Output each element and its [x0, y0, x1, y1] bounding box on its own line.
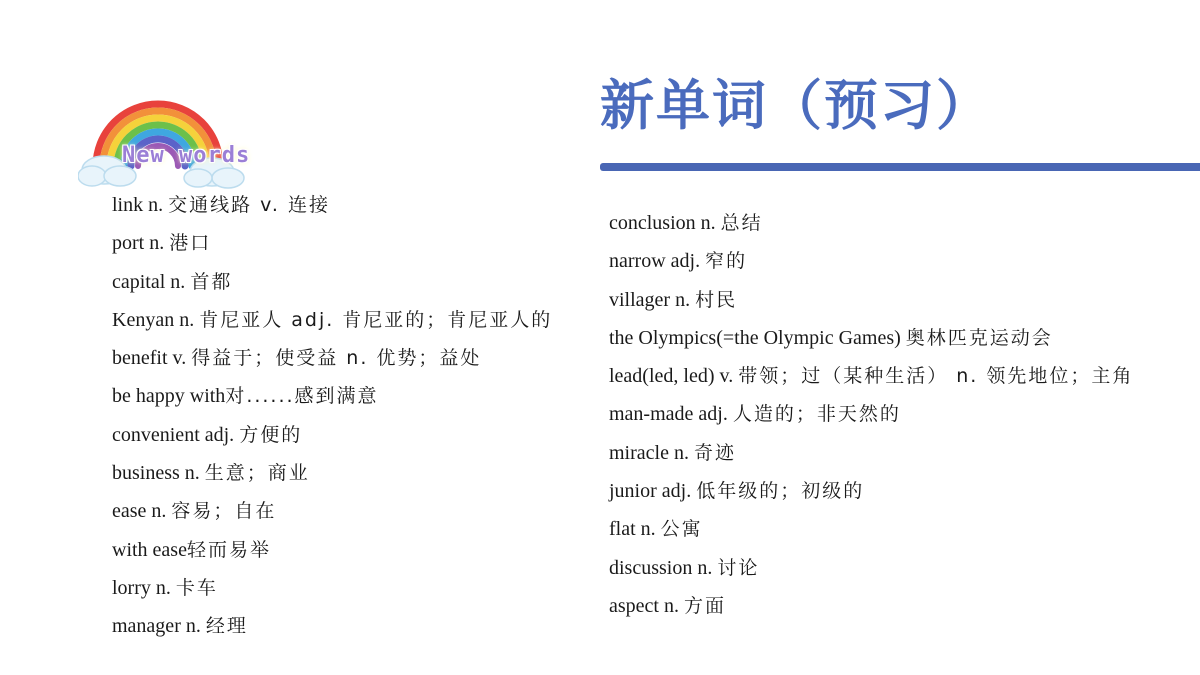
vocab-chinese: 卡车	[175, 576, 218, 599]
vocab-english: benefit v.	[112, 347, 192, 370]
vocab-chinese: 带领；过（某种生活） n. 领先地位；主角	[738, 365, 1134, 388]
vocab-item	[112, 492, 592, 530]
vocab-chinese: 容易；自在	[171, 500, 277, 523]
vocab-english: be happy with	[112, 385, 226, 408]
vocab-chinese: 得益于；使受益 n. 优势；益处	[191, 347, 482, 370]
vocab-item	[112, 263, 592, 301]
vocab-item	[112, 531, 592, 569]
vocab-item	[609, 434, 1189, 472]
vocab-item	[609, 319, 1189, 357]
vocab-chinese: 肯尼亚人 adj. 肯尼亚的；肯尼亚人的	[199, 308, 553, 331]
vocab-item	[112, 416, 592, 454]
vocab-item	[609, 549, 1189, 587]
vocab-english: aspect n.	[609, 594, 684, 617]
new-words-badge	[78, 88, 278, 193]
vocab-english: convenient adj.	[112, 423, 240, 446]
vocab-chinese: 经理	[205, 615, 248, 638]
vocab-item	[609, 281, 1189, 319]
vocab-english: capital n.	[112, 270, 191, 293]
vocab-chinese: 公寓	[660, 518, 703, 541]
vocab-chinese: 总结	[720, 212, 763, 234]
vocab-item	[609, 510, 1189, 548]
vocab-english: narrow adj.	[609, 250, 706, 273]
vocab-chinese: 方便的	[239, 423, 303, 446]
vocab-chinese: 首都	[190, 270, 233, 293]
vocab-english: discussion n.	[609, 556, 718, 579]
vocab-english: flat n.	[609, 518, 661, 541]
vocab-chinese: 低年级的；初级的	[696, 480, 865, 503]
vocab-english: villager n.	[609, 288, 696, 311]
vocab-english: junior adj.	[609, 480, 697, 503]
vocab-english: lead(led, led) v.	[609, 365, 739, 388]
vocab-english: with ease	[112, 538, 187, 561]
vocab-item	[609, 357, 1189, 395]
vocab-chinese: 奥林匹克运动会	[905, 326, 1053, 349]
vocab-chinese: 窄的	[705, 250, 748, 273]
vocab-chinese: 方面	[683, 594, 726, 617]
vocab-item	[609, 395, 1189, 433]
vocab-english: Kenyan n.	[112, 308, 200, 331]
vocab-chinese: 人造的；非天然的	[732, 403, 901, 426]
page-title: 新单词（预习）	[600, 74, 992, 137]
vocab-item	[609, 242, 1189, 280]
vocab-item	[112, 569, 592, 607]
vocab-chinese: 交通线路 v. 连接	[168, 194, 331, 216]
rainbow-cloud-icon	[78, 88, 278, 193]
vocab-english: conclusion n.	[609, 212, 721, 234]
vocab-item	[112, 301, 592, 339]
vocab-chinese: 奇迹	[693, 441, 736, 464]
vocab-item	[112, 607, 592, 645]
vocab-item	[112, 377, 592, 415]
title-underline	[600, 163, 1200, 171]
badge-label: New words	[122, 143, 251, 168]
vocab-item	[609, 204, 1189, 242]
vocab-english: the Olympics(=the Olympic Games)	[609, 326, 906, 349]
vocab-chinese: 生意；商业	[204, 462, 310, 485]
vocab-english: lorry n.	[112, 576, 176, 599]
vocab-english: ease n.	[112, 500, 172, 523]
vocab-list-left	[112, 186, 592, 646]
vocab-item	[112, 224, 592, 262]
vocab-english: link n.	[112, 194, 169, 216]
vocab-chinese: 对......感到满意	[225, 385, 379, 408]
vocab-chinese: 港口	[169, 232, 212, 255]
vocab-english: man-made adj.	[609, 403, 733, 426]
vocab-chinese: 轻而易举	[186, 538, 271, 561]
vocab-item	[112, 186, 592, 224]
vocab-item	[112, 454, 592, 492]
vocab-item	[112, 339, 592, 377]
vocab-chinese: 村民	[695, 288, 738, 311]
vocab-english: port n.	[112, 232, 170, 255]
vocab-item	[609, 587, 1189, 625]
vocab-list-right	[609, 204, 1189, 625]
vocab-english: business n.	[112, 462, 205, 485]
vocab-english: manager n.	[112, 615, 206, 638]
vocab-english: miracle n.	[609, 441, 694, 464]
vocab-chinese: 讨论	[717, 556, 760, 579]
vocab-item	[609, 472, 1189, 510]
